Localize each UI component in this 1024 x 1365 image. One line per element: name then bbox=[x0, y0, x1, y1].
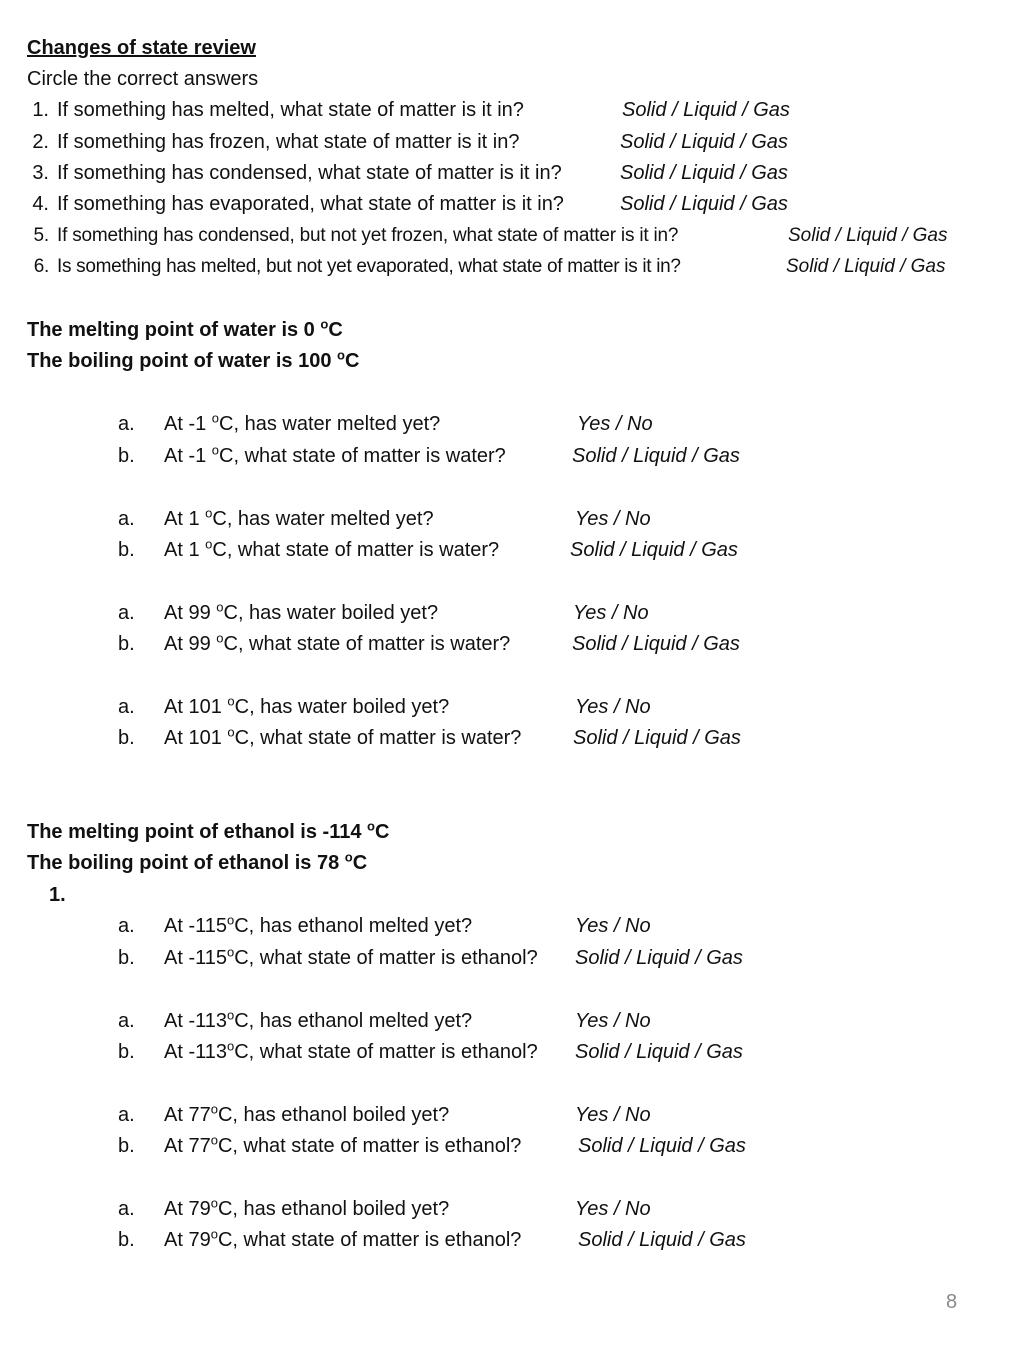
water-boiling-point: The boiling point of water is 100 $^o$C bbox=[27, 347, 360, 372]
ethanol-q1a-letter: a. bbox=[118, 915, 135, 937]
ethanol-q4a-text: At 79$^o$C, has ethanol boiled yet? bbox=[164, 1195, 450, 1220]
question-5: 5. If something has condensed, but not yet frozen, what state of matter is it in? bbox=[33, 225, 679, 246]
water-q2b-text: At 1 $^o$C, what state of matter is water? bbox=[164, 536, 500, 561]
ethanol-q2b-letter: b. bbox=[118, 1041, 135, 1063]
water-melting-point: The melting point of water is 0 $^o$C bbox=[27, 316, 343, 341]
water-q1a-answer[interactable]: Yes / No bbox=[577, 413, 653, 435]
ethanol-q2a-answer[interactable]: Yes / No bbox=[575, 1010, 651, 1032]
water-q4b-letter: b. bbox=[118, 727, 135, 749]
ethanol-q1b-letter: b. bbox=[118, 947, 135, 969]
ethanol-q4a-letter: a. bbox=[118, 1198, 135, 1220]
question-3: 3. If something has condensed, what state of matter is it in? bbox=[32, 162, 562, 184]
water-q1a-text: At -1 $^o$C, has water melted yet? bbox=[164, 410, 441, 435]
water-q3a-text: At 99 $^o$C, has water boiled yet? bbox=[164, 599, 439, 624]
ethanol-q2b-answer[interactable]: Solid / Liquid / Gas bbox=[575, 1041, 743, 1063]
water-q3a-answer[interactable]: Yes / No bbox=[573, 602, 649, 624]
water-q3b-answer[interactable]: Solid / Liquid / Gas bbox=[572, 633, 740, 655]
water-q3b-text: At 99 $^o$C, what state of matter is water? bbox=[164, 630, 511, 655]
water-q3a-letter: a. bbox=[118, 602, 135, 624]
answer-choices-5[interactable]: Solid / Liquid / Gas bbox=[788, 225, 948, 246]
ethanol-q3b-text: At 77$^o$C, what state of matter is ethanol? bbox=[164, 1132, 522, 1157]
page-title: Changes of state review bbox=[27, 37, 256, 59]
ethanol-q1a-text: At -115$^o$C, has ethanol melted yet? bbox=[164, 912, 473, 937]
water-q4b-answer[interactable]: Solid / Liquid / Gas bbox=[573, 727, 741, 749]
question-4: 4. If something has evaporated, what state of matter is it in? bbox=[32, 193, 564, 215]
ethanol-boiling-point: The boiling point of ethanol is 78 $^o$C bbox=[27, 849, 368, 874]
water-q2a-letter: a. bbox=[118, 508, 135, 530]
water-q3b-letter: b. bbox=[118, 633, 135, 655]
ethanol-q1b-text: At -115$^o$C, what state of matter is ethanol? bbox=[164, 944, 538, 969]
water-q4a-answer[interactable]: Yes / No bbox=[575, 696, 651, 718]
water-q2b-letter: b. bbox=[118, 539, 135, 561]
ethanol-q2a-letter: a. bbox=[118, 1010, 135, 1032]
water-q4b-text: At 101 $^o$C, what state of matter is water? bbox=[164, 724, 522, 749]
water-q1a-letter: a. bbox=[118, 413, 135, 435]
water-q1b-text: At -1 $^o$C, what state of matter is water? bbox=[164, 442, 506, 467]
water-q4a-letter: a. bbox=[118, 696, 135, 718]
ethanol-q3a-letter: a. bbox=[118, 1104, 135, 1126]
answer-choices-3[interactable]: Solid / Liquid / Gas bbox=[620, 162, 788, 184]
water-q2a-text: At 1 $^o$C, has water melted yet? bbox=[164, 505, 434, 530]
water-q2a-answer[interactable]: Yes / No bbox=[575, 508, 651, 530]
question-2: 2. If something has frozen, what state of matter is it in? bbox=[32, 131, 520, 153]
ethanol-q2a-text: At -113$^o$C, has ethanol melted yet? bbox=[164, 1007, 473, 1032]
answer-choices-6[interactable]: Solid / Liquid / Gas bbox=[786, 256, 946, 277]
water-q1b-letter: b. bbox=[118, 445, 135, 467]
page-number: 8 bbox=[946, 1291, 958, 1313]
water-q2b-answer[interactable]: Solid / Liquid / Gas bbox=[570, 539, 738, 561]
water-q1b-answer[interactable]: Solid / Liquid / Gas bbox=[572, 445, 740, 467]
ethanol-q4a-answer[interactable]: Yes / No bbox=[575, 1198, 651, 1220]
ethanol-q2b-text: At -113$^o$C, what state of matter is ethanol? bbox=[164, 1038, 538, 1063]
answer-choices-2[interactable]: Solid / Liquid / Gas bbox=[620, 131, 788, 153]
ethanol-q3a-text: At 77$^o$C, has ethanol boiled yet? bbox=[164, 1101, 450, 1126]
ethanol-q4b-answer[interactable]: Solid / Liquid / Gas bbox=[578, 1229, 746, 1251]
ethanol-q1a-answer[interactable]: Yes / No bbox=[575, 915, 651, 937]
water-q4a-text: At 101 $^o$C, has water boiled yet? bbox=[164, 693, 450, 718]
ethanol-q1b-answer[interactable]: Solid / Liquid / Gas bbox=[575, 947, 743, 969]
ethanol-q4b-letter: b. bbox=[118, 1229, 135, 1251]
question-1: 1. If something has melted, what state of matter is it in? bbox=[32, 99, 524, 121]
answer-choices-4[interactable]: Solid / Liquid / Gas bbox=[620, 193, 788, 215]
ethanol-q4b-text: At 79$^o$C, what state of matter is ethanol? bbox=[164, 1226, 522, 1251]
ethanol-q3b-letter: b. bbox=[118, 1135, 135, 1157]
ethanol-melting-point: The melting point of ethanol is -114 $^o$C bbox=[27, 818, 390, 843]
instruction-text: Circle the correct answers bbox=[27, 68, 259, 90]
answer-choices-1[interactable]: Solid / Liquid / Gas bbox=[622, 99, 790, 121]
ethanol-list-number: 1. bbox=[49, 884, 66, 906]
ethanol-q3b-answer[interactable]: Solid / Liquid / Gas bbox=[578, 1135, 746, 1157]
question-6: 6. Is something has melted, but not yet evaporated, what state of matter is it in? bbox=[33, 256, 681, 277]
ethanol-q3a-answer[interactable]: Yes / No bbox=[575, 1104, 651, 1126]
